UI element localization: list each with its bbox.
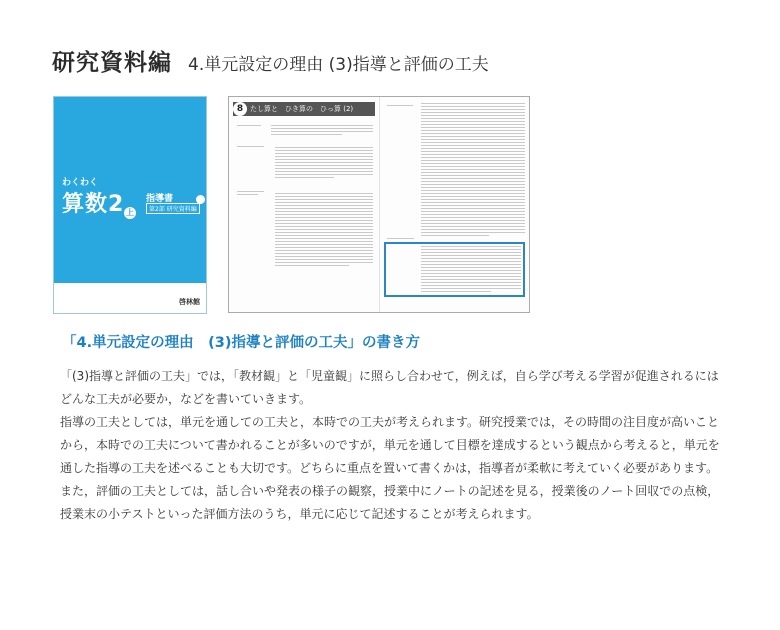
cover-guide-title: 指導書 [146,194,174,204]
paragraph-2: 指導の工夫としては，単元を通しての工夫と，本時での工夫が考えられます。研究授業では，その時間の注目度が高いことから，本時での工夫について書かれることが多いのですが，単元を通して目標を達成するという観点から考えると，単元を通した指導の工夫を述べることも大切です。どちらに重点を置いて書くかは，指導者が柔軟に考えていく必要があります。 [60,415,720,475]
book-cover-image [53,96,207,314]
cover-publisher: 啓林館 [179,298,200,306]
page-header [52,44,489,77]
chapter-title: たし算と ひき算の ひっ算 (2) [250,105,354,113]
cover-series: わくわく [62,178,99,188]
body-text [60,365,720,526]
left-text-block-3 [275,193,373,268]
sub-title: 4.単元設定の理由 (3)指導と評価の工夫 [188,55,489,75]
section-title: 「4.単元設定の理由 (3)指導と評価の工夫」の書き方 [62,335,420,351]
cover-guide-subtitle: 第2部 研究資料編 [146,203,200,214]
left-margin-labels [237,125,267,197]
left-text-block-2 [275,147,373,180]
page-spread-image [228,96,530,313]
chapter-number: 8 [233,102,247,116]
cover-subject: 算数2 [62,192,125,217]
spread-chapter-bar [233,102,375,116]
highlight-box [384,242,525,297]
spread-divider [379,97,380,312]
right-margin-labels [387,105,417,241]
paragraph-1: 「(3)指導と評価の工夫」では，「教材観」と「児童観」に照らし合わせて，例えば，自ら学び考える学習が促進されるにはどんな工夫が必要か，などを書いていきます。 [60,369,719,406]
cover-badge: 上 [126,208,134,217]
paragraph-3: また，評価の工夫としては，話し合いや発表の様子の観察，授業中にノートの記述を見る，授業後のノート回収での点検，授業末の小テストといった評価方法のうち，単元に応じて記述することが考えられます。 [60,484,720,521]
left-text-block-1 [271,125,373,137]
right-text-block-1 [421,103,525,238]
cover-emblem-icon [196,195,205,204]
main-title: 研究資料編 [52,50,172,76]
